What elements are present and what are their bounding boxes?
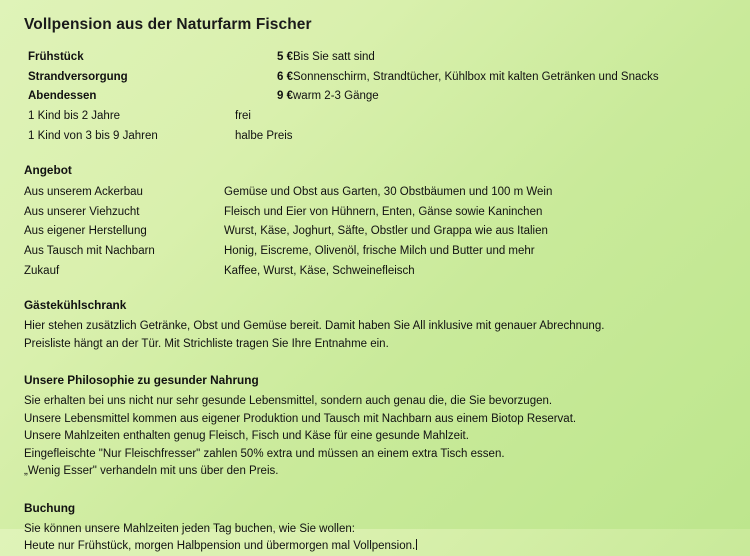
price-item-label: 1 Kind von 3 bis 9 Jahren — [28, 129, 158, 142]
price-table — [28, 48, 659, 147]
table-row — [24, 183, 552, 203]
offer-row-value: Wurst, Käse, Joghurt, Säfte, Obstler und Grappa wie aus Italien — [224, 225, 548, 238]
price-item-note — [293, 127, 659, 147]
philosophy-line: Unsere Mahlzeiten enthalten genug Fleisch, Fisch und Käse für eine gesunde Mahlzeit. — [24, 430, 469, 443]
text-cursor — [416, 539, 417, 550]
offer-section — [24, 163, 732, 283]
booking-section — [24, 501, 732, 556]
fridge-section — [24, 298, 732, 353]
fridge-heading: Gästekühlschrank — [24, 298, 127, 313]
price-item-label: Frühstück — [28, 51, 84, 63]
philosophy-line: „Wenig Esser" verhandeln mit uns über den Preis. — [24, 465, 279, 478]
philosophy-line: Unsere Lebensmittel kommen aus eigener Produktion und Tausch mit Nachbarn aus einem Biotop Reservat. — [24, 412, 577, 425]
table-row — [24, 203, 552, 223]
philosophy-line: Sie erhalten bei uns nicht nur sehr gesunde Lebensmittel, sondern auch genau die, die Sie bevorzugen. — [24, 395, 553, 408]
table-row — [28, 87, 659, 107]
offer-row-value: Gemüse und Obst aus Garten, 30 Obstbäumen und 100 m Wein — [224, 185, 553, 198]
price-item-value: halbe Preis — [235, 129, 293, 142]
offer-table — [24, 183, 552, 283]
booking-line: Heute nur Frühstück, morgen Halbpension und übermorgen mal Vollpension. — [24, 540, 416, 553]
table-row — [24, 222, 552, 242]
table-row — [24, 242, 552, 262]
philosophy-line: Eingefleischte "Nur Fleischfresser" zahlen 50% extra und müssen an einem extra Tisch essen. — [24, 447, 505, 460]
table-row — [28, 48, 659, 68]
offer-row-label: Aus unserem Ackerbau — [24, 185, 143, 198]
table-row — [28, 107, 659, 127]
offer-heading: Angebot — [24, 162, 72, 177]
offer-row-label: Aus unserer Viehzucht — [24, 205, 140, 218]
price-item-note: Sonnenschirm, Strandtücher, Kühlbox mit kalten Getränken und Snacks — [293, 70, 659, 83]
price-item-label: 1 Kind bis 2 Jahre — [28, 110, 121, 123]
table-row — [24, 262, 552, 282]
offer-row-label: Aus eigener Herstellung — [24, 225, 147, 238]
price-item-value: 9 € — [277, 90, 293, 103]
booking-line: Sie können unsere Mahlzeiten jeden Tag buchen, wie Sie wollen: — [24, 522, 355, 535]
table-row — [28, 127, 659, 147]
offer-row-label: Aus Tausch mit Nachbarn — [24, 245, 155, 258]
offer-row-label: Zukauf — [24, 265, 60, 278]
offer-row-value: Fleisch und Eier von Hühnern, Enten, Gänse sowie Kaninchen — [224, 205, 543, 218]
price-item-note: warm 2-3 Gänge — [293, 90, 379, 103]
price-item-value: frei — [235, 110, 251, 123]
philosophy-section — [24, 373, 732, 480]
booking-heading: Buchung — [24, 500, 76, 515]
philosophy-heading: Unsere Philosophie zu gesunder Nahrung — [24, 373, 259, 388]
offer-row-value: Honig, Eiscreme, Olivenöl, frische Milch und Butter und mehr — [224, 245, 535, 258]
price-item-note — [293, 107, 659, 127]
price-item-value: 5 € — [277, 51, 293, 63]
price-item-label: Strandversorgung — [28, 70, 128, 83]
price-item-value: 6 € — [277, 70, 293, 83]
offer-row-value: Kaffee, Wurst, Käse, Schweinefleisch — [224, 265, 415, 278]
page-title: Vollpension aus der Naturfarm Fischer — [24, 16, 312, 33]
booking-line-with-cursor — [24, 538, 732, 555]
fridge-line: Hier stehen zusätzlich Getränke, Obst und Gemüse bereit. Damit haben Sie All inklusive mit genauer Abrechnung. — [24, 320, 605, 333]
price-item-note: Bis Sie satt sind — [293, 51, 375, 63]
price-item-label: Abendessen — [28, 90, 97, 103]
fridge-line: Preisliste hängt an der Tür. Mit Strichliste tragen Sie Ihre Entnahme ein. — [24, 337, 389, 350]
table-row — [28, 68, 659, 88]
